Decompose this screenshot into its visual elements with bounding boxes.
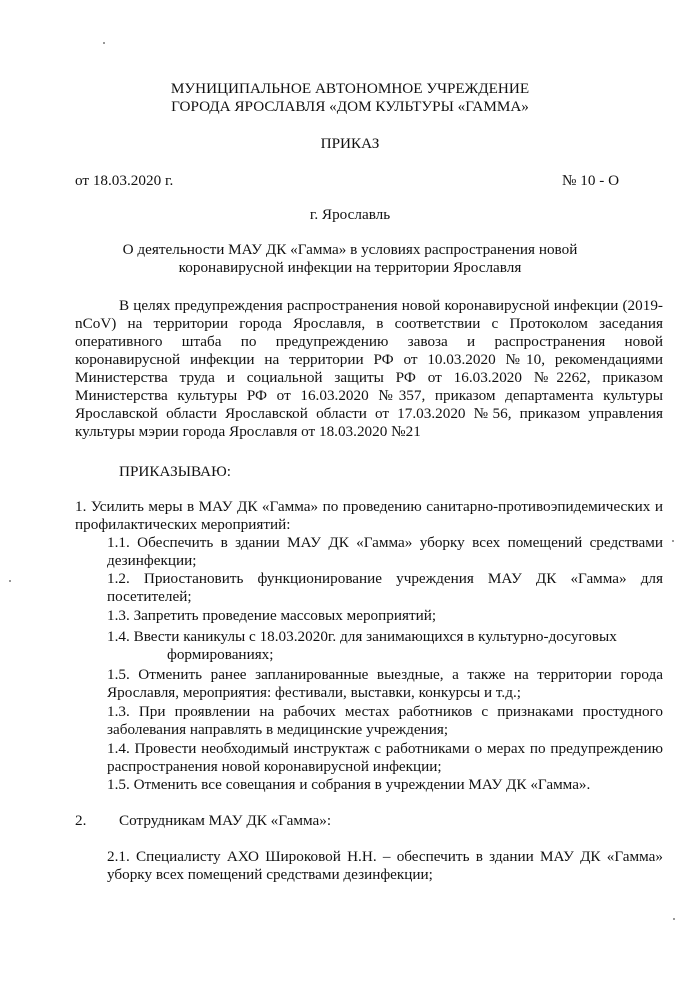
order-date: от 18.03.2020 г. — [75, 172, 174, 189]
item-1-2: 1.2. Приостановить функционирование учреждения МАУ ДК «Гамма» для посетителей; — [107, 570, 663, 605]
section-1-text: 1. Усилить меры в МАУ ДК «Гамма» по проведению санитарно-противоэпидемических и профилактических мероприятий: — [75, 498, 663, 533]
order-number: № 10 - О — [562, 172, 620, 189]
subject-line1: О деятельности МАУ ДК «Гамма» в условиях распространения новой — [122, 241, 578, 258]
section-2-text: Сотрудникам МАУ ДК «Гамма»: — [119, 812, 332, 829]
item-2-1: 2.1. Специалисту АХО Широковой Н.Н. – обеспечить в здании МАУ ДК «Гамма» уборку всех помещений средствами дезинфекции; — [107, 848, 663, 883]
item-1-3b: 1.3. При проявлении на рабочих местах работников с признаками простудного заболевания направлять в медицинские учреждения; — [107, 703, 663, 738]
item-1-4-cont: формированиях; — [167, 646, 274, 663]
org-name-line2: ГОРОДА ЯРОСЛАВЛЯ «ДОМ КУЛЬТУРЫ «ГАММА» — [171, 98, 529, 115]
preamble: В целях предупреждения распространения новой коронавирусной инфекции (2019-nCoV) на территории города Ярославля, в соответствии с Протоколом заседания оперативного штаба по предупреждению завоза и распространения новой коронавирусной инфекции на территории РФ от 10.03.2020 №10, рекомендациями Министерства труда и социальной защиты РФ от 16.03.2020 №2262, приказом Министерства культуры РФ от 16.03.2020 №357, приказом департамента культуры Ярославской области Ярославской области от 17.03.2020 №56, приказом управления культуры мэрии города Ярославля от 18.03.2020 №21 — [75, 297, 663, 440]
subject-line2: коронавирусной инфекции на территории Ярославля — [178, 259, 522, 276]
item-1-3: 1.3. Запретить проведение массовых мероприятий; — [107, 607, 437, 624]
item-1-1: 1.1. Обеспечить в здании МАУ ДК «Гамма» уборку всех помещений средствами дезинфекции; — [107, 534, 663, 569]
item-1-4: 1.4. Ввести каникулы с 18.03.2020г. для занимающихся в культурно-досуговых — [107, 628, 617, 645]
city: г. Ярославль — [309, 206, 391, 223]
item-1-4b: 1.4. Провести необходимый инструктаж с работниками о мерах по предупреждению распространения новой коронавирусной инфекции; — [107, 740, 663, 775]
item-1-5: 1.5. Отменить ранее запланированные выездные, а также на территории города Ярославля, мероприятия: фестивали, выставки, конкурсы и т.д.; — [107, 666, 663, 701]
order-word: ПРИКАЗЫВАЮ: — [119, 463, 231, 480]
doc-title: ПРИКАЗ — [320, 135, 380, 152]
item-1-5b: 1.5. Отменить все совещания и собрания в учреждении МАУ ДК «Гамма». — [107, 776, 591, 793]
org-name-line1: МУНИЦИПАЛЬНОЕ АВТОНОМНОЕ УЧРЕЖДЕНИЕ — [170, 80, 530, 97]
section-2-number: 2. — [75, 812, 87, 829]
